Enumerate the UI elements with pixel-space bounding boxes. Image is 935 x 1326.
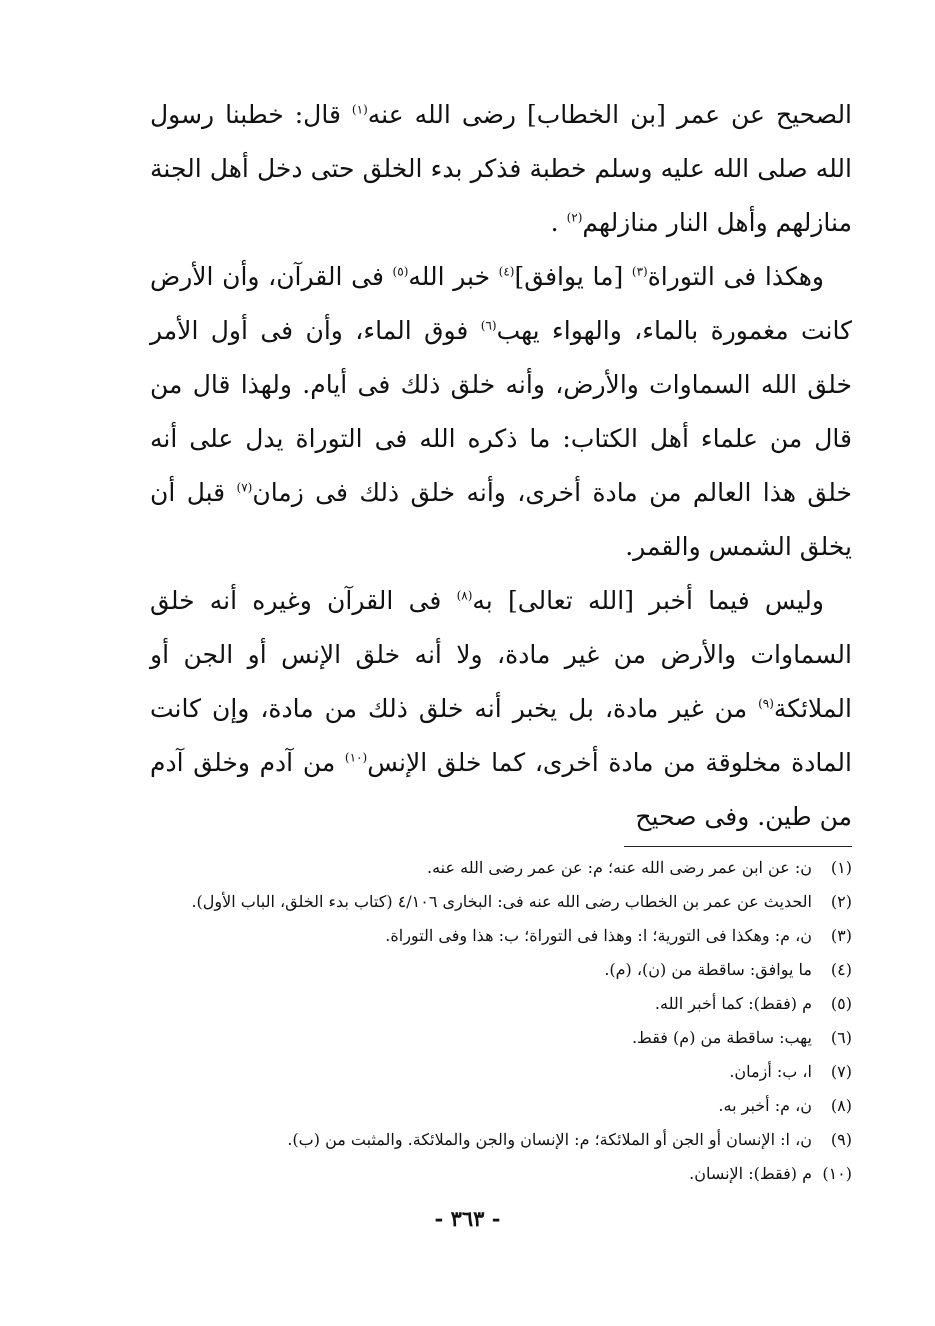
footnote — [150, 953, 852, 987]
text-run: . — [550, 208, 567, 237]
footnote-number: (٢) — [830, 892, 852, 911]
footnote-number: (١٠) — [822, 1164, 852, 1183]
text-run: فى القرآن، وأن الأرض كانت مغمورة بالماء، والهواء يهب — [150, 262, 853, 345]
text-run: فوق الماء، وأن فى أول الأمر خلق الله السماوات والأرض، وأنه خلق ذلك فى أيام. ولهذا قال من قال من علماء أهل الكتاب: ما ذكره الله فى التوراة يدل على أنه خلق هذا العالم من مادة أخرى، وأنه خلق ذلك فى زمان — [150, 316, 852, 507]
page-content — [150, 88, 852, 1191]
text-run: قال: خطبنا رسول الله صلى الله عليه وسلم خطبة فذكر بدء الخلق حتى دخل أهل الجنة منازلهم وأهل النار منازلهم — [150, 100, 852, 237]
footnote-marker: (٢) — [566, 210, 583, 225]
footnote — [150, 1123, 852, 1157]
text-run: وليس فيما أخبر [الله تعالى] به — [472, 586, 824, 615]
paragraph — [150, 88, 852, 250]
paragraph — [150, 574, 852, 844]
page-number: - ٣٦٣ - — [434, 1206, 501, 1231]
text-run: وهكذا فى التوراة — [647, 262, 825, 291]
footnote-marker: (١٠) — [344, 750, 368, 765]
footnote — [150, 919, 852, 953]
footnote-text: م (فقط): كما أخبر الله. — [654, 994, 812, 1013]
footnote-marker: (٧) — [236, 480, 253, 495]
footnote-marker: (٥) — [392, 264, 409, 279]
footnote-number: (٤) — [830, 960, 852, 979]
footnote-text: يهب: ساقطة من (م) فقط. — [631, 1028, 812, 1047]
footnote-marker: (٤) — [498, 264, 515, 279]
footnote-number: (٨) — [830, 1096, 852, 1115]
footnote — [150, 1157, 852, 1191]
footnote — [150, 1021, 852, 1055]
footnote-number: (٦) — [830, 1028, 852, 1047]
footnote — [150, 987, 852, 1021]
footnote-number: (٧) — [830, 1062, 852, 1081]
footnote-separator — [624, 846, 852, 847]
text-run: من غير مادة، بل يخبر أنه خلق ذلك من مادة، وإن كانت المادة مخلوقة من مادة أخرى، كما خلق الإنس — [150, 694, 852, 777]
footnote-number: (٥) — [830, 994, 852, 1013]
paragraph — [150, 250, 852, 574]
text-run: من آدم وخلق آدم من طين. وفى صحيح — [150, 748, 852, 831]
text-run: فى القرآن وغيره أنه خلق السماوات والأرض من غير مادة، ولا أنه خلق الإنس أو الجن أو الملائكة — [150, 586, 852, 723]
footnote-text: ن: عن ابن عمر رضى الله عنه؛ م: عن عمر رضى الله عنه. — [426, 858, 812, 877]
footnote-marker: (٩) — [758, 696, 774, 711]
main-text — [150, 88, 852, 844]
footnote-text: ما يوافق: ساقطة من (ن)، (م). — [604, 960, 812, 979]
footnote-text: ن، م: وهكذا فى التورية؛ ا: وهذا فى التوراة؛ ب: هذا وفى التوراة. — [385, 926, 812, 945]
footnote-text: ن، م: أخبر به. — [718, 1096, 812, 1115]
footnote-marker: (٨) — [456, 588, 473, 603]
footnote — [150, 851, 852, 885]
footnote-text: الحديث عن عمر بن الخطاب رضى الله عنه فى: البخارى ٤/١٠٦ (كتاب بدء الخلق، الباب الأول). — [191, 892, 812, 911]
footnotes — [150, 851, 852, 1191]
footnote — [150, 1055, 852, 1089]
footnote-number: (٩) — [830, 1130, 852, 1149]
footnote-marker: (٣) — [631, 264, 648, 279]
footnote-marker: (١) — [351, 102, 368, 117]
footnote — [150, 1089, 852, 1123]
footnote-number: (١) — [830, 858, 852, 877]
footnote-marker: (٦) — [480, 318, 497, 333]
text-run: خبر الله — [408, 262, 499, 291]
text-run: قبل أن يخلق الشمس والقمر. — [150, 478, 852, 561]
text-run: [ما يوافق] — [514, 262, 632, 291]
footnote-text: م (فقط): الإنسان. — [689, 1164, 812, 1183]
footnote-number: (٣) — [830, 926, 852, 945]
footnote-text: ن، ا: الإنسان أو الجن أو الملائكة؛ م: الإنسان والجن والملائكة. والمثبت من (ب). — [287, 1130, 812, 1149]
footnote — [150, 885, 852, 919]
footnote-text: ا، ب: أزمان. — [729, 1062, 812, 1081]
text-run: الصحيح عن عمر [بن الخطاب] رضى الله عنه — [367, 100, 853, 129]
